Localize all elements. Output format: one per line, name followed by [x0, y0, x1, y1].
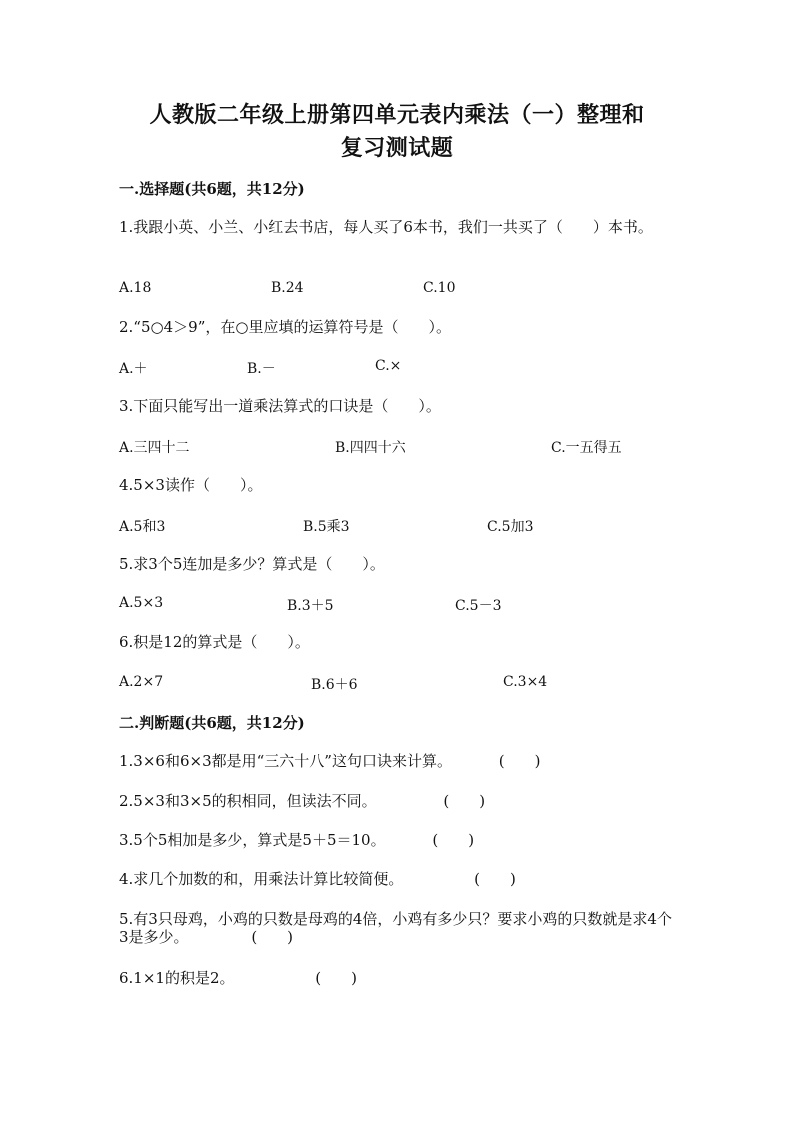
option-b: B.3＋5	[287, 598, 334, 614]
judge-question-text: 5.有3只母鸡，小鸡的只数是母鸡的4倍，小鸡有多少只？要求小鸡的只数就是求4个3是多少。	[119, 910, 672, 946]
judge-question-text: 4.求几个加数的和，用乘法计算比较简便。	[119, 870, 404, 888]
document-title-line-2: 复习测试题	[340, 135, 454, 161]
judge-question-1	[119, 752, 679, 770]
answer-blank[interactable]: ( )	[498, 752, 541, 770]
option-c: C.3×4	[503, 674, 548, 690]
judge-question-3	[119, 831, 679, 849]
choice-question-5: 5.求3个5连加是多少？算式是（ ）。	[119, 555, 385, 573]
answer-blank[interactable]: ( )	[251, 928, 294, 946]
answer-blank[interactable]: ( )	[432, 831, 475, 849]
option-b: B.5乘3	[303, 519, 350, 535]
choice-question-2: 2.“5○4＞9”，在○里应填的运算符号是（ ）。	[119, 318, 451, 336]
option-c: C.×	[375, 358, 402, 374]
option-a: A.18	[119, 280, 152, 296]
judge-question-text: 1.3×6和6×3都是用“三六十八”这句口诀来计算。	[119, 752, 452, 770]
option-c: C.5加3	[487, 519, 534, 535]
section-heading-judge: 二.判断题(共6题，共12分)	[119, 714, 305, 732]
judge-question-text: 3.5个5相加是多少，算式是5＋5＝10。	[119, 831, 386, 849]
answer-blank[interactable]: ( )	[474, 870, 516, 888]
option-c: C.5－3	[455, 598, 502, 614]
option-b: B.24	[271, 280, 304, 296]
option-a: A.5×3	[119, 595, 164, 611]
choice-question-4: 4.5×3读作（ ）。	[119, 476, 263, 494]
judge-question-2	[119, 792, 679, 810]
option-a: A.三四十二	[119, 440, 190, 456]
option-b: B.－	[247, 361, 276, 377]
judge-question-5	[119, 910, 679, 946]
option-a: A.2×7	[119, 674, 164, 690]
option-c: C.一五得五	[551, 440, 622, 456]
answer-blank[interactable]: ( )	[315, 969, 358, 987]
judge-question-text: 2.5×3和3×5的积相同，但读法不同。	[119, 792, 377, 810]
document-title-line-1: 人教版二年级上册第四单元表内乘法（一）整理和	[149, 102, 645, 128]
choice-question-3: 3.下面只能写出一道乘法算式的口诀是（ ）。	[119, 397, 441, 415]
judge-question-6	[119, 969, 679, 987]
answer-blank[interactable]: ( )	[443, 792, 486, 810]
judge-question-4	[119, 870, 679, 888]
judge-question-text: 6.1×1的积是2。	[119, 969, 235, 987]
option-a: A.5和3	[119, 519, 166, 535]
option-c: C.10	[423, 280, 456, 296]
option-b: B.6＋6	[311, 677, 358, 693]
choice-question-6: 6.积是12的算式是（ ）。	[119, 633, 310, 651]
option-a: A.＋	[119, 361, 148, 377]
choice-question-1: 1.我跟小英、小兰、小红去书店，每人买了6本书，我们一共买了（ ）本书。	[119, 218, 653, 236]
section-heading-choice: 一.选择题(共6题，共12分)	[119, 180, 305, 198]
option-b: B.四四十六	[335, 440, 406, 456]
